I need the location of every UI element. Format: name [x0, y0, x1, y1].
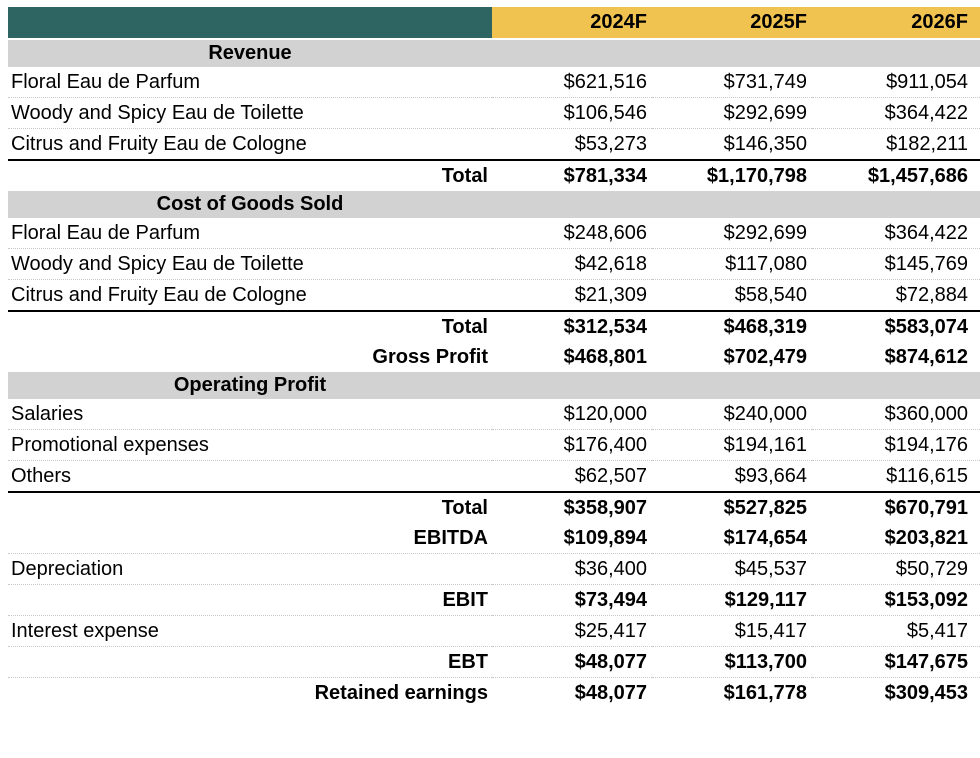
cell-2024f: $48,077	[492, 647, 652, 678]
empty-cell	[812, 40, 980, 67]
row-label: Depreciation	[8, 554, 492, 585]
cell-2025f: $93,664	[734, 464, 807, 487]
column-header-row	[8, 7, 980, 38]
cell-2025f: $702,479	[723, 345, 807, 368]
gross-profit-row	[8, 342, 980, 372]
table-row	[8, 129, 980, 161]
row-label: Gross Profit	[372, 345, 488, 368]
cell-2024f: $248,606	[492, 218, 652, 249]
total-row-revenue	[8, 160, 980, 191]
table-row	[8, 67, 980, 98]
cell-2025f: $146,350	[723, 132, 807, 155]
row-label: EBITDA	[8, 523, 492, 554]
cell-2026f: $911,054	[812, 67, 980, 98]
cell-2024f: $176,400	[492, 430, 652, 461]
table-row	[8, 554, 980, 585]
cell-2024f: $781,334	[492, 160, 652, 191]
header-spacer-cell	[8, 7, 492, 38]
cell-2024f: $53,273	[574, 132, 647, 155]
cell-2026f: $194,176	[812, 430, 980, 461]
row-label: Floral Eau de Parfum	[8, 218, 492, 249]
cell-2026f: $364,422	[812, 98, 980, 129]
row-label: Promotional expenses	[8, 430, 492, 461]
cell-2024f: $468,801	[563, 345, 647, 368]
cell-2026f: $182,211	[886, 132, 968, 155]
section-title: Operating Profit	[8, 372, 492, 399]
section-title: Revenue	[8, 40, 492, 67]
column-header-2025f: 2025F	[652, 7, 812, 38]
row-label: Woody and Spicy Eau de Toilette	[8, 249, 492, 280]
row-label: Total	[8, 311, 492, 342]
cell-2026f: $583,074	[812, 311, 980, 342]
table-row	[8, 461, 980, 493]
row-label: Others	[11, 464, 72, 487]
empty-cell	[652, 372, 812, 399]
empty-cell	[652, 191, 812, 218]
total-row-operating	[8, 492, 980, 523]
cell-2025f: $468,319	[652, 311, 812, 342]
cell-2025f: $292,699	[652, 218, 812, 249]
section-title: Cost of Goods Sold	[8, 191, 492, 218]
cell-2026f: $1,457,686	[812, 160, 980, 191]
cell-2024f: $48,077	[574, 681, 647, 704]
cell-2025f: $161,778	[723, 681, 807, 704]
cell-2025f: $527,825	[652, 492, 812, 523]
table-row	[8, 218, 980, 249]
cell-2026f: $116,615	[886, 464, 968, 487]
section-header-row-revenue	[8, 40, 980, 67]
cell-2024f: $25,417	[492, 616, 652, 647]
cell-2024f: $312,534	[492, 311, 652, 342]
table-row	[8, 399, 980, 430]
cell-2024f: $358,907	[492, 492, 652, 523]
cell-2026f: $874,612	[884, 345, 968, 368]
income-statement-table	[8, 7, 980, 708]
column-header-2026f: 2026F	[812, 7, 980, 38]
empty-cell	[492, 372, 652, 399]
cell-2025f: $113,700	[652, 647, 812, 678]
row-label: Retained earnings	[314, 681, 488, 704]
table-row	[8, 249, 980, 280]
cell-2026f: $670,791	[812, 492, 980, 523]
cell-2025f: $58,540	[734, 283, 807, 306]
cell-2025f: $292,699	[652, 98, 812, 129]
empty-cell	[652, 40, 812, 67]
cell-2024f: $106,546	[492, 98, 652, 129]
retained-earnings-row	[8, 678, 980, 709]
cell-2024f: $36,400	[492, 554, 652, 585]
cell-2025f: $194,161	[652, 430, 812, 461]
empty-cell	[492, 191, 652, 218]
row-label: EBT	[8, 647, 492, 678]
table-row	[8, 616, 980, 647]
cell-2025f: $731,749	[652, 67, 812, 98]
cell-2026f: $145,769	[812, 249, 980, 280]
cell-2026f: $50,729	[812, 554, 980, 585]
cell-2026f: $147,675	[812, 647, 980, 678]
ebitda-row	[8, 523, 980, 554]
cell-2024f: $109,894	[492, 523, 652, 554]
row-label: Floral Eau de Parfum	[8, 67, 492, 98]
row-label: Salaries	[8, 399, 492, 430]
cell-2026f: $72,884	[895, 283, 968, 306]
ebt-row	[8, 647, 980, 678]
empty-cell	[492, 40, 652, 67]
row-label: Citrus and Fruity Eau de Cologne	[11, 132, 307, 155]
section-header-row-operating	[8, 372, 980, 399]
empty-cell	[812, 372, 980, 399]
row-label: Total	[8, 492, 492, 523]
table-row	[8, 430, 980, 461]
cell-2025f: $117,080	[652, 249, 812, 280]
cell-2024f: $120,000	[492, 399, 652, 430]
cell-2025f: $45,537	[652, 554, 812, 585]
cell-2025f: $129,117	[652, 585, 812, 616]
cell-2025f: $15,417	[652, 616, 812, 647]
cell-2026f: $364,422	[812, 218, 980, 249]
cell-2024f: $42,618	[492, 249, 652, 280]
cell-2025f: $240,000	[652, 399, 812, 430]
cell-2025f: $1,170,798	[652, 160, 812, 191]
row-label: Woody and Spicy Eau de Toilette	[8, 98, 492, 129]
cell-2024f: $73,494	[492, 585, 652, 616]
column-header-2024f: 2024F	[492, 7, 652, 38]
empty-cell	[812, 191, 980, 218]
section-header-row-cogs	[8, 191, 980, 218]
cell-2026f: $309,453	[884, 681, 968, 704]
row-label: Citrus and Fruity Eau de Cologne	[11, 283, 307, 306]
cell-2026f: $153,092	[812, 585, 980, 616]
row-label: Total	[8, 160, 492, 191]
row-label: Interest expense	[8, 616, 492, 647]
financial-table-sheet	[8, 7, 980, 708]
cell-2026f: $5,417	[812, 616, 980, 647]
table-row	[8, 280, 980, 312]
cell-2024f: $21,309	[574, 283, 647, 306]
ebit-row	[8, 585, 980, 616]
cell-2024f: $621,516	[492, 67, 652, 98]
cell-2026f: $203,821	[812, 523, 980, 554]
cell-2025f: $174,654	[652, 523, 812, 554]
cell-2024f: $62,507	[574, 464, 647, 487]
table-row	[8, 98, 980, 129]
total-row-cogs	[8, 311, 980, 342]
row-label: EBIT	[8, 585, 492, 616]
cell-2026f: $360,000	[812, 399, 980, 430]
